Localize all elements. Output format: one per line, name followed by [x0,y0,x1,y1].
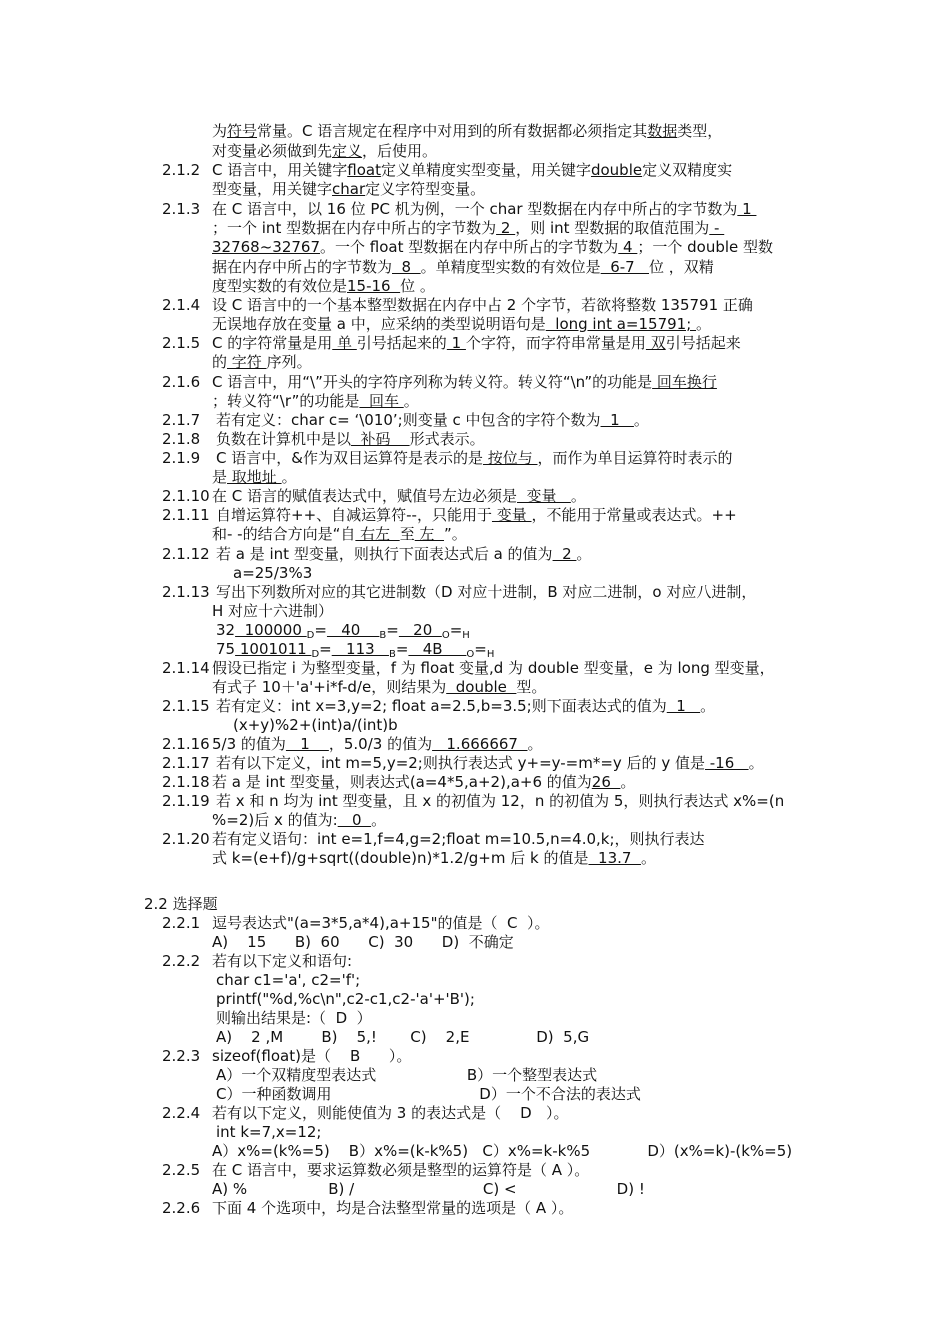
text-run: ”。 [444,525,467,543]
text-run: ，后使用。 [362,142,438,160]
answer-blank: 1.666667 [432,735,528,753]
text-line [216,1066,597,1084]
answer-blank: 字符 [227,353,267,371]
item-number: 2.2.3 [162,1047,201,1065]
text-line [212,952,352,970]
text-run: 无误地存放在变量 a 中，应采纳的类型说明语句是 [212,315,546,333]
text-run: 逗号表达式"(a=3*5,a*4),a+15"的值是（ C ）。 [212,914,550,932]
answer-blank: 1 [666,697,701,715]
answer-blank: 补码 [351,430,410,448]
answer-blank: -16 [704,754,749,772]
text-line [212,525,467,543]
text-line [212,1180,645,1198]
text-run: 。 [640,849,656,867]
text-run: 在 C 语言中，以 16 位 PC 机为例，一个 char 型数据在内存中所占的字节数为 [212,200,738,218]
text-line [212,373,717,391]
item-number: 2.1.7 [162,411,201,429]
text-line [212,200,756,218]
text-run: 若有定义：char c= ‘\010’;则变量 c 中包含的字符个数为 [216,411,601,429]
text-run: ；一个 int 型数据在内存中所占的字节数为 [212,219,497,237]
answer-blank: 变量 [491,506,532,524]
text-run: (x+y)%2+(int)a/(int)b [233,716,398,734]
text-run: a=25/3%3 [233,564,313,582]
text-run: 。 [527,735,543,753]
text-run: ；转义符“\r”的功能是 [212,392,360,410]
text-line [212,773,635,791]
item-number: 2.1.19 [162,792,210,810]
text-run: C 语言中，用“\”开头的字符序列称为转义符。转义符“\n”的功能是 [212,373,653,391]
answer-blank: 2 [496,219,516,237]
text-line [212,296,753,314]
text-run: A) 2 ,M B) 5,! C) 2,E D) 5,G [216,1028,590,1046]
answer-blank: 26 [591,773,621,791]
text-run: A）x%=(k%=5) B）x%=(k-k%5) C）x%=k-k%5 D）(x%=k)-(k%=5) [212,1142,793,1160]
text-run: C 语言中，&作为双目运算符是表示的是 [216,449,483,467]
text-run: 。 [576,545,592,563]
text-run: = [395,640,409,658]
text-run: 定义单精度实型变量，用关键字 [380,161,591,179]
answer-blank: 变量 [517,487,571,505]
text-run: C 的字符常量是用 [212,334,333,352]
text-run: = [314,621,327,639]
text-run: 。 [620,773,636,791]
text-line [212,914,550,932]
text-run: sizeof(float)是（ B ）。 [212,1047,412,1065]
text-line [212,678,546,696]
text-line [212,602,333,620]
text-run: 2.2 选择题 [144,895,218,913]
answer-blank: 单 [332,334,357,352]
answer-blank: 2 [552,545,577,563]
text-run: printf("%d,%c\n",c2-c1,c2-'a'+'B'); [216,990,475,1008]
text-line [216,971,360,989]
answer-blank: 100000 [235,621,307,639]
text-line [216,545,591,563]
text-line [233,716,398,734]
item-number: 2.1.5 [162,334,201,352]
text-run: 位 。 [400,277,435,295]
text-line [216,1028,589,1046]
base-subscript: D [311,649,320,660]
item-number: 2.1.3 [162,200,201,218]
text-line [212,1161,589,1179]
text-line [216,506,737,524]
item-number: 2.1.10 [162,487,210,505]
answer-blank: 数据 [647,122,678,140]
text-line [216,449,733,467]
text-run: ；一个 double 型数 [637,238,774,256]
text-line [212,392,419,410]
text-run: 。 [371,811,387,829]
answer-blank: 右左 [355,525,400,543]
item-number: 2.2.5 [162,1161,201,1179]
item-number: 2.1.13 [162,583,210,601]
text-line [212,487,586,505]
answer-blank: 1 [737,200,757,218]
text-run: 。 [281,468,297,486]
text-line [212,180,485,198]
text-run: 。 [696,315,712,333]
answer-blank: 左 [414,525,445,543]
text-line [216,792,784,810]
base-subscript: B [388,649,396,660]
text-run: 序列。 [266,353,312,371]
item-number: 2.2.4 [162,1104,201,1122]
text-run: 有式子 10＋'a'+i*f-d/e，则结果为 [212,678,447,696]
text-run: 75 [216,640,236,658]
text-line [216,697,715,715]
answer-blank: 1 [446,334,466,352]
text-line [216,430,485,448]
base-subscript: O [441,630,450,641]
item-number: 2.1.12 [162,545,210,563]
text-run: 自增运算符++、自减运算符--，只能用于 [216,506,492,524]
text-run: 在 C 语言的赋值表达式中，赋值号左边必须是 [212,487,518,505]
text-line [212,142,437,160]
text-run: 若 a 是 int 型变量，则表达式(a=4*5,a+2),a+6 的值为 [212,773,592,791]
answer-blank: double [446,678,517,696]
text-run: 类型， [677,122,723,140]
text-run: 若 a 是 int 型变量，则执行下面表达式后 a 的值为 [216,545,553,563]
text-line [216,754,764,772]
answer-blank: 8 [392,258,421,276]
text-run: 若有以下定义，int m=5,y=2;则执行表达式 y+=y-=m*=y 后的 y 值是 [216,754,705,772]
item-number: 2.1.17 [162,754,210,772]
answer-blank: 1 [285,735,329,753]
item-number: 2.2.6 [162,1199,201,1217]
answer-blank: - [709,219,725,237]
text-run: 至 [399,525,415,543]
text-run: H 对应十六进制） [212,602,334,620]
text-run: 度型实数的有效位是 [212,277,348,295]
text-run: 定义字符型变量。 [365,180,486,198]
text-run: 。 [748,754,764,772]
answer-blank: double [590,161,643,179]
answer-blank: float [347,161,381,179]
answer-blank: 32768~32767 [212,238,321,256]
text-run: 。 [403,392,419,410]
text-run: 假设已指定 i 为整型变量，f 为 float 变量,d 为 double 型变量，e 为 long 型变量， [212,659,775,677]
item-number: 2.1.8 [162,430,201,448]
text-line [233,564,312,582]
text-run: 对变量必须做到先 [212,142,333,160]
text-line [212,353,312,371]
text-run: 在 C 语言中，要求运算数必须是整型的运算符是（ A ）。 [212,1161,590,1179]
answer-blank: 15-16 [347,277,401,295]
answer-blank: 回车 [359,392,404,410]
text-run: ，而作为单目运算符时表示的 [537,449,733,467]
answer-blank: 按位与 [482,449,538,467]
text-line [212,258,714,276]
text-line [212,1199,573,1217]
item-number: 2.1.4 [162,296,201,314]
text-line [212,659,775,677]
text-run: 形式表示。 [409,430,485,448]
text-run: = [474,640,487,658]
text-run: 。 [633,411,649,429]
text-run: A）一个双精度型表达式 B）一个整型表达式 [216,1066,598,1084]
answer-blank: 4B [408,640,467,658]
text-run: ，5.0/3 的值为 [328,735,433,753]
text-line [212,849,656,867]
answer-blank: long int a=15791; [545,315,697,333]
text-run: 若有以下定义和语句: [212,952,353,970]
text-line [212,1142,792,1160]
item-number: 2.2.1 [162,914,201,932]
text-line [212,811,386,829]
answer-blank: 13.7 [588,849,641,867]
text-run: 下面 4 个选项中，均是合法整型常量的选项是（ A ）。 [212,1199,574,1217]
answer-blank: 0 [337,811,372,829]
item-number: 2.1.14 [162,659,210,677]
text-run: 个字符，而字符串常量是用 [465,334,646,352]
item-number: 2.2.2 [162,952,201,970]
text-run: 若 x 和 n 均为 int 型变量，且 x 的初值为 12，n 的初值为 5，则执行表达式 x%=(n [216,792,785,810]
text-run: = [386,621,399,639]
base-subscript: H [462,630,470,641]
text-run: 32 [216,621,236,639]
text-run: 。单精度型实数的有效位是 [420,258,601,276]
text-run: 。 [700,697,716,715]
answer-blank: 6-7 [600,258,649,276]
text-line [216,411,649,429]
answer-blank: 回车换行 [652,373,717,391]
item-number: 2.1.16 [162,735,210,753]
text-run: A) % B) / C) < D) ! [212,1180,645,1198]
answer-blank: 40 [326,621,380,639]
text-run: 常量。C 语言规定在程序中对用到的所有数据都必须指定其 [257,122,648,140]
text-run: char c1='a', c2='f'; [216,971,361,989]
answer-blank: 定义 [332,142,363,160]
text-line [212,933,514,951]
text-run: 负数在计算机中是以 [216,430,352,448]
text-run: = [319,640,332,658]
text-run: 设 C 语言中的一个基本整型数据在内存中占 2 个字节，若欲将整数 135791 正确 [212,296,753,314]
text-line [216,1123,321,1141]
text-run: = [449,621,463,639]
text-run: 。一个 float 型数据在内存中所占的字节数为 [320,238,619,256]
text-line [212,735,543,753]
text-run: 若有定义：int x=3,y=2; float a=2.5,b=3.5;则下面表达式的值为 [216,697,667,715]
text-run: 是 [212,468,228,486]
answer-blank: 20 [398,621,442,639]
text-run: ，不能用于常量或表达式。++ [531,506,737,524]
item-number: 2.1.20 [162,830,210,848]
text-run: A) 15 B) 60 C) 30 D) 不确定 [212,933,514,951]
text-line [212,468,297,486]
text-line [216,990,475,1008]
text-run: 引号括起来的 [356,334,447,352]
text-line [212,830,705,848]
text-line [212,219,724,237]
text-run: 则输出结果是:（ D ） [216,1009,372,1027]
base-subscript: D [306,630,315,641]
text-line [212,238,773,256]
text-run: C）一种函数调用 D）一个不合法的表达式 [216,1085,641,1103]
item-number: 2.1.9 [162,449,201,467]
text-run: 若有以下定义，则能使值为 3 的表达式是（ D ）。 [212,1104,569,1122]
text-run: 据在内存中所占的字节数为 [212,258,393,276]
text-line [212,315,711,333]
text-run: 的 [212,353,228,371]
text-run: 和- -的结合方向是“自 [212,525,356,543]
answer-blank: 取地址 [227,468,282,486]
answer-blank: 4 [618,238,638,256]
text-line [212,122,722,140]
text-run: C 语言中，用关键字 [212,161,348,179]
text-run: 。 [570,487,586,505]
text-run: 位 ，双精 [649,258,714,276]
base-subscript: B [379,630,387,641]
text-line [212,1047,411,1065]
text-line [144,895,218,913]
base-subscript: H [486,649,495,660]
text-run: 定义双精度实 [642,161,733,179]
answer-blank: 1 [600,411,634,429]
item-number: 2.1.15 [162,697,210,715]
answer-blank: 1001011 [235,640,312,658]
item-number: 2.1.6 [162,373,201,391]
text-run: 型。 [516,678,547,696]
text-run: 式 k=(e+f)/g+sqrt((double)n)*1.2/g+m 后 k 的值是 [212,849,589,867]
text-run: 型变量，用关键字 [212,180,333,198]
text-line [216,1009,372,1027]
item-number: 2.1.2 [162,161,201,179]
text-run: 写出下列数所对应的其它进制数（D 对应十进制，B 对应二进制，o 对应八进制， [216,583,757,601]
answer-blank: 双 [645,334,666,352]
item-number: 2.1.11 [162,506,210,524]
text-run: 5/3 的值为 [212,735,286,753]
text-run: ，则 int 型数据的取值范围为 [515,219,710,237]
text-line [216,583,756,601]
item-number: 2.1.18 [162,773,210,791]
text-line [212,277,435,295]
base-subscript: O [466,649,475,660]
text-run: int k=7,x=12; [216,1123,322,1141]
answer-blank: char [332,180,366,198]
answer-blank: 符号 [227,122,258,140]
text-run: 若有定义语句：int e=1,f=4,g=2;float m=10.5,n=4.0,k;，则执行表达 [212,830,705,848]
text-run: 引号括起来 [665,334,741,352]
text-run: 为 [212,122,228,140]
text-line [212,161,732,179]
text-line [216,1085,641,1103]
text-line [212,334,741,352]
text-line [212,1104,569,1122]
answer-blank: 113 [331,640,389,658]
text-run: %=2)后 x 的值为: [212,811,338,829]
